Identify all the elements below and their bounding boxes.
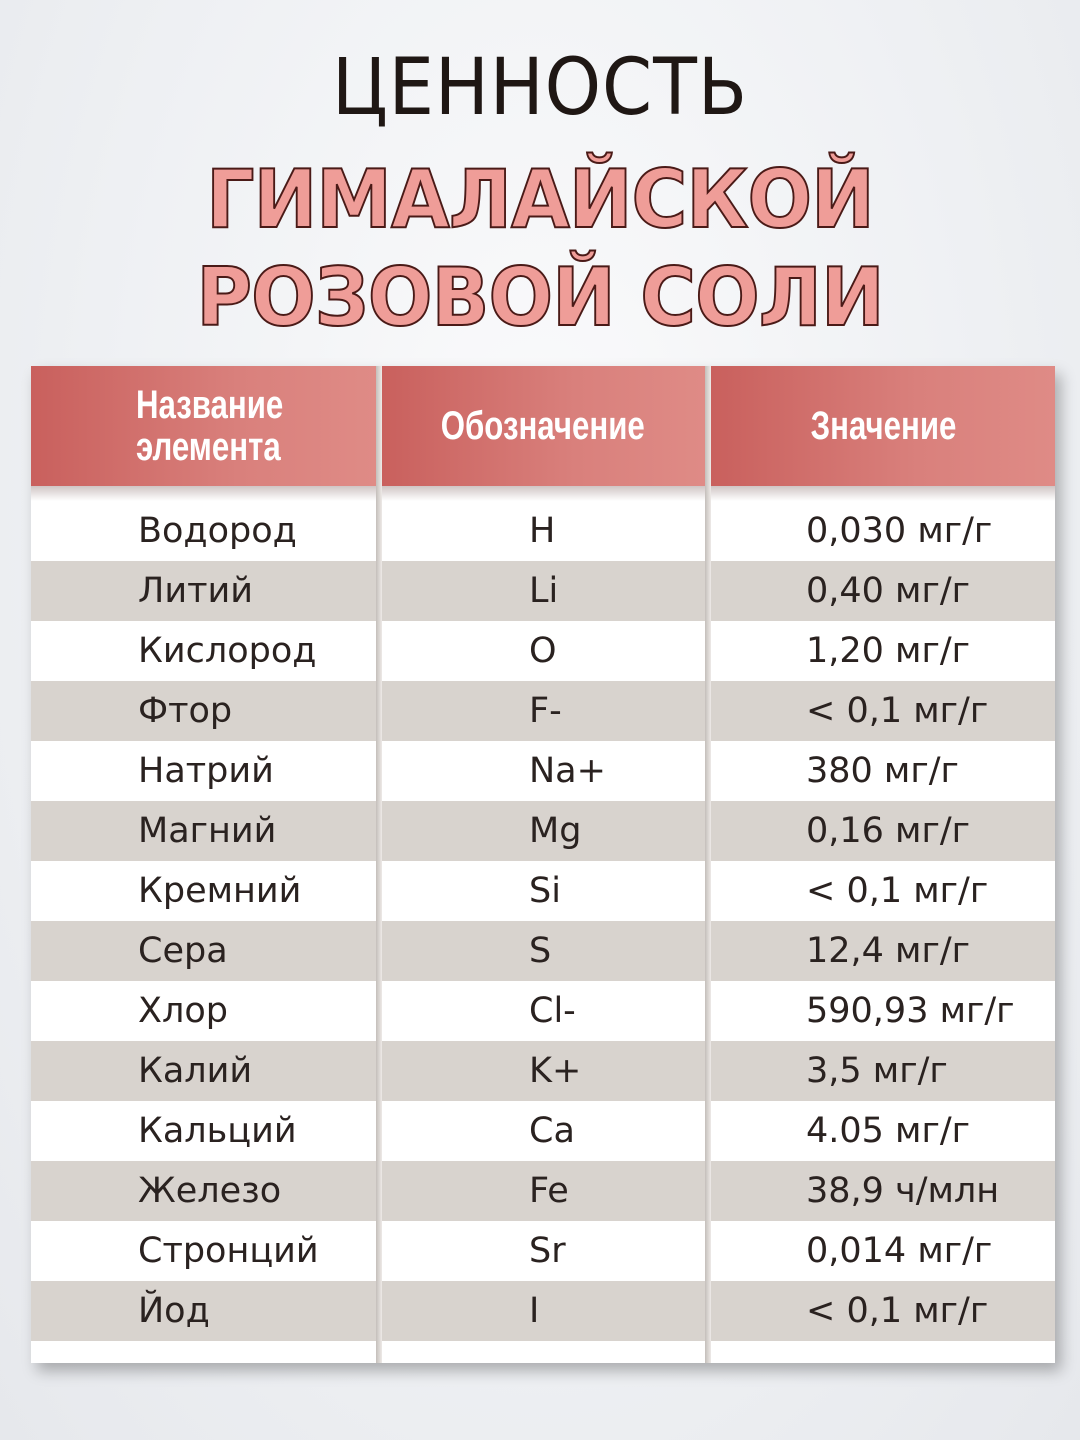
cell-value: 3,5 мг/г bbox=[711, 1041, 1055, 1101]
cell-element-name: Водород bbox=[31, 501, 376, 561]
cell-symbol: Sr bbox=[381, 1221, 705, 1281]
cell-element-name: Йод bbox=[31, 1281, 376, 1341]
header-label-element-name: Название элемента bbox=[136, 383, 284, 469]
table-row bbox=[31, 741, 1055, 801]
cell-value: 590,93 мг/г bbox=[711, 981, 1055, 1041]
column-divider bbox=[705, 366, 711, 1363]
table-row bbox=[31, 681, 1055, 741]
header-shadow bbox=[31, 486, 1055, 501]
cell-value: 12,4 мг/г bbox=[711, 921, 1055, 981]
cell-symbol: Na+ bbox=[381, 741, 705, 801]
elements-table bbox=[31, 366, 1055, 1363]
table-row bbox=[31, 621, 1055, 681]
cell-value: 0,40 мг/г bbox=[711, 561, 1055, 621]
cell-symbol: K+ bbox=[381, 1041, 705, 1101]
cell-value: 1,20 мг/г bbox=[711, 621, 1055, 681]
cell-element-name: Магний bbox=[31, 801, 376, 861]
table-row bbox=[31, 1221, 1055, 1281]
cell-symbol: S bbox=[381, 921, 705, 981]
page-title-line-1: ЦЕННОСТЬ bbox=[331, 43, 748, 133]
cell-symbol: Si bbox=[381, 861, 705, 921]
table-header bbox=[31, 366, 1055, 486]
cell-symbol: Li bbox=[381, 561, 705, 621]
header-cell-value bbox=[711, 366, 1055, 486]
table-row bbox=[31, 981, 1055, 1041]
table-row bbox=[31, 861, 1055, 921]
table-row bbox=[31, 1041, 1055, 1101]
cell-symbol: F- bbox=[381, 681, 705, 741]
table-row bbox=[31, 801, 1055, 861]
cell-element-name: Кальций bbox=[31, 1101, 376, 1161]
cell-value: < 0,1 мг/г bbox=[711, 681, 1055, 741]
cell-element-name: Фтор bbox=[31, 681, 376, 741]
page-title-line-2: ГИМАЛАЙСКОЙ bbox=[206, 153, 874, 246]
cell-element-name: Калий bbox=[31, 1041, 376, 1101]
header-label-value: Значение bbox=[810, 404, 956, 448]
header-cell-element-name bbox=[31, 366, 376, 486]
table-row bbox=[31, 561, 1055, 621]
table-row bbox=[31, 501, 1055, 561]
cell-value: < 0,1 мг/г bbox=[711, 861, 1055, 921]
cell-symbol: Ca bbox=[381, 1101, 705, 1161]
table-body bbox=[31, 501, 1055, 1341]
cell-value: 0,014 мг/г bbox=[711, 1221, 1055, 1281]
cell-element-name: Хлор bbox=[31, 981, 376, 1041]
cell-symbol: I bbox=[381, 1281, 705, 1341]
cell-element-name: Литий bbox=[31, 561, 376, 621]
cell-element-name: Стронций bbox=[31, 1221, 376, 1281]
cell-value: 380 мг/г bbox=[711, 741, 1055, 801]
cell-symbol: O bbox=[381, 621, 705, 681]
cell-element-name: Кислород bbox=[31, 621, 376, 681]
cell-value: 0,16 мг/г bbox=[711, 801, 1055, 861]
cell-element-name: Натрий bbox=[31, 741, 376, 801]
cell-symbol: H bbox=[381, 501, 705, 561]
header-cell-symbol bbox=[381, 366, 705, 486]
cell-value: 38,9 ч/млн bbox=[711, 1161, 1055, 1221]
table-row bbox=[31, 1101, 1055, 1161]
header-label-symbol: Обозначение bbox=[441, 404, 645, 448]
cell-element-name: Кремний bbox=[31, 861, 376, 921]
table-row bbox=[31, 921, 1055, 981]
cell-symbol: Cl- bbox=[381, 981, 705, 1041]
cell-value: < 0,1 мг/г bbox=[711, 1281, 1055, 1341]
cell-element-name: Железо bbox=[31, 1161, 376, 1221]
page-title-line-3: РОЗОВОЙ СОЛИ bbox=[196, 251, 884, 344]
table-row bbox=[31, 1281, 1055, 1341]
cell-value: 0,030 мг/г bbox=[711, 501, 1055, 561]
cell-element-name: Сера bbox=[31, 921, 376, 981]
cell-symbol: Mg bbox=[381, 801, 705, 861]
table-row bbox=[31, 1161, 1055, 1221]
cell-value: 4.05 мг/г bbox=[711, 1101, 1055, 1161]
cell-symbol: Fe bbox=[381, 1161, 705, 1221]
column-divider bbox=[376, 366, 382, 1363]
